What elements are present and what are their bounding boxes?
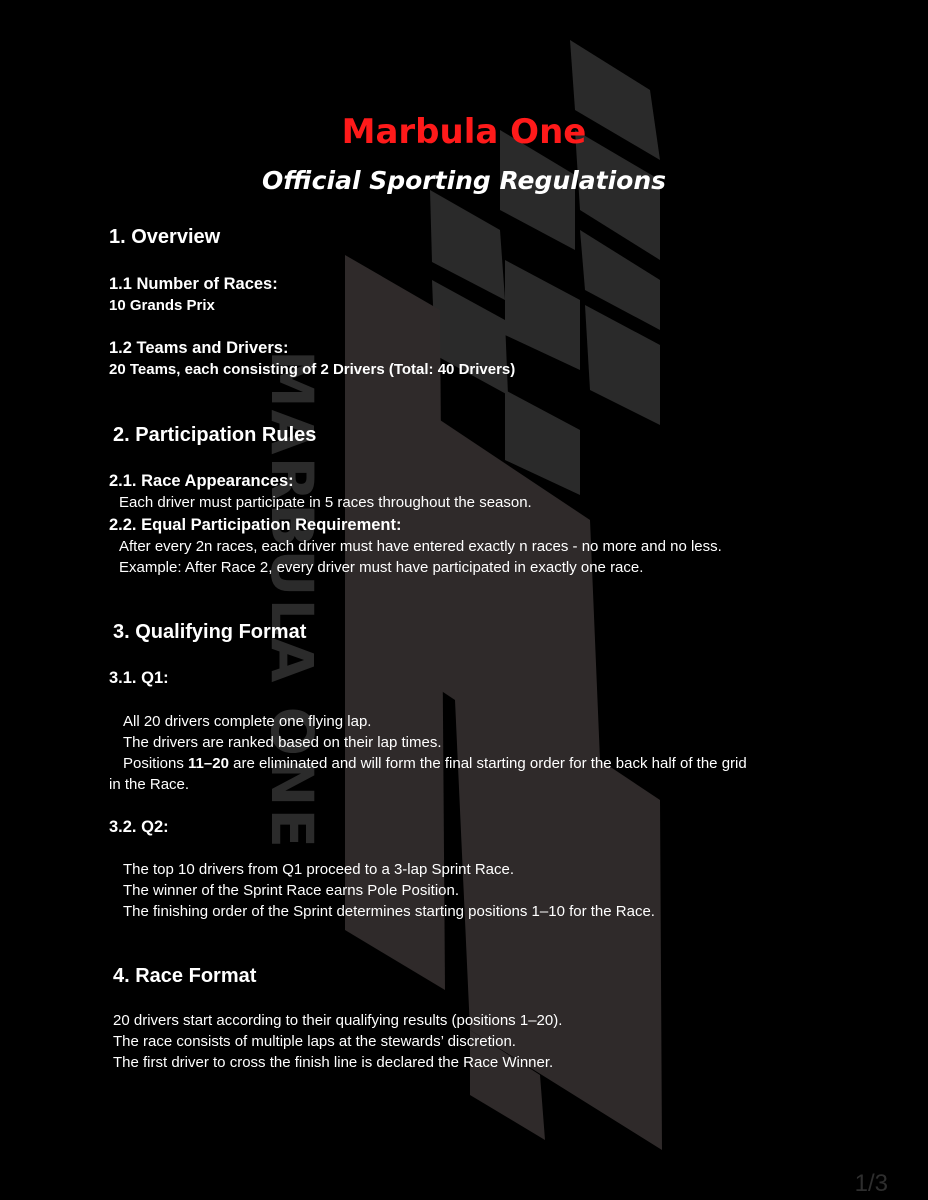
section-heading-participation: 2. Participation Rules xyxy=(113,424,317,446)
value-number-of-races: 10 Grands Prix xyxy=(109,297,215,314)
text-race-line-1: 20 drivers start according to their qualifying results (positions 1–20). xyxy=(113,1012,563,1029)
document-title: Marbula One xyxy=(341,112,587,152)
document-subtitle: Official Sporting Regulations xyxy=(261,166,667,195)
subheading-equal-participation: 2.2. Equal Participation Requirement: xyxy=(109,516,402,534)
text-q1-line-3: Positions 11–20 are eliminated and will form the final starting order for the back half of the grid xyxy=(123,755,747,772)
text-race-line-2: The race consists of multiple laps at the stewards’ discretion. xyxy=(113,1033,516,1050)
value-teams-and-drivers: 20 Teams, each consisting of 2 Drivers (Total: 40 Drivers) xyxy=(109,361,516,378)
section-heading-overview: 1. Overview xyxy=(109,226,221,248)
section-heading-qualifying: 3. Qualifying Format xyxy=(113,621,307,643)
text-q2-line-2: The winner of the Sprint Race earns Pole Position. xyxy=(123,882,460,899)
section-heading-race-format: 4. Race Format xyxy=(113,965,257,987)
subheading-race-appearances: 2.1. Race Appearances: xyxy=(109,472,294,490)
watermark-label: MARBULA ONE xyxy=(258,349,326,851)
eliminated-positions: 11–20 xyxy=(188,755,229,772)
text-q1-line-2: The drivers are ranked based on their lap times. xyxy=(123,734,442,751)
text-race-line-3: The first driver to cross the finish line is declared the Race Winner. xyxy=(113,1054,554,1071)
subheading-q1: 3.1. Q1: xyxy=(109,669,169,687)
subheading-q2: 3.2. Q2: xyxy=(109,818,169,836)
text-equal-participation-rule: After every 2n races, each driver must have entered exactly n races - no more and no less. xyxy=(119,538,722,555)
text-equal-participation-example: Example: After Race 2, every driver must have participated in exactly one race. xyxy=(119,559,644,576)
subheading-teams-and-drivers: 1.2 Teams and Drivers: xyxy=(109,339,289,357)
text-race-appearances: Each driver must participate in 5 races throughout the season. xyxy=(119,494,532,511)
text-q2-line-3: The finishing order of the Sprint determines starting positions 1–10 for the Race. xyxy=(123,903,655,920)
subheading-number-of-races: 1.1 Number of Races: xyxy=(109,275,278,293)
text-q1-line-1: All 20 drivers complete one flying lap. xyxy=(123,713,372,730)
page-indicator: 1/3 xyxy=(854,1170,888,1197)
text-q1-line-4: in the Race. xyxy=(109,776,190,793)
text-q2-line-1: The top 10 drivers from Q1 proceed to a 3-lap Sprint Race. xyxy=(123,861,515,878)
